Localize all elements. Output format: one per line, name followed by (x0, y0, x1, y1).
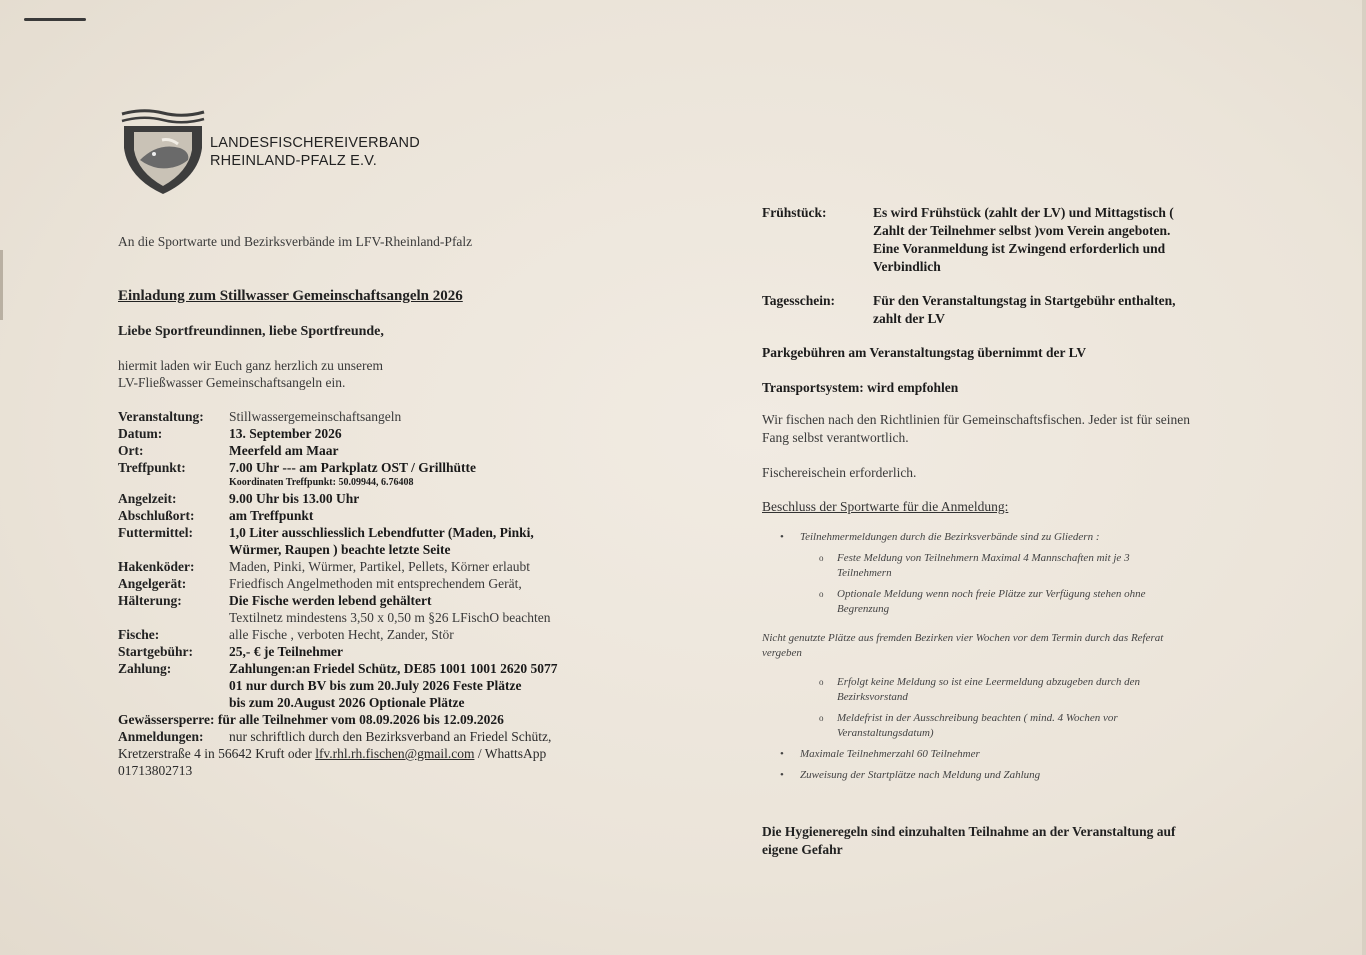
fruehstueck-line3: Eine Voranmeldung ist Zwingend erforderlich und (873, 241, 1166, 256)
info-value: Die Fische werden lebend gehältert (229, 593, 432, 608)
info-value: Friedfisch Angelmethoden mit entsprechendem Gerät, (229, 576, 522, 591)
association-crest-logo (118, 108, 208, 196)
paper-edge (1362, 0, 1366, 955)
info-row-gewaessersperre: Gewässersperre: für alle Teilnehmer vom 08.09.2026 bis 12.09.2026 (118, 712, 504, 727)
org-name-line1: LANDESFISCHEREIVERBAND (210, 135, 420, 151)
info-row-ort (118, 442, 558, 459)
info-label: Treffpunkt: (118, 460, 186, 475)
treffpunkt-coordinates: Koordinaten Treffpunkt: 50.09944, 6.76408 (229, 477, 414, 488)
intro-line1: hiermit laden wir Euch ganz herzlich zu unserem (118, 358, 384, 373)
info-label: Veranstaltung: (118, 409, 204, 424)
subitem-line2: Begrenzung (837, 603, 890, 615)
info-label: Startgebühr: (118, 644, 193, 659)
list-subitem (780, 675, 1140, 705)
info-row-hakenkoeder (118, 558, 558, 575)
info-value: 25,- € je Teilnehmer (229, 644, 343, 659)
anmeldung-rules-list (780, 530, 1145, 617)
address-text: Kretzerstraße 4 in 56642 Kruft oder (118, 746, 316, 761)
anmeldungen-address-line (118, 745, 558, 762)
info-value: Textilnetz mindestens 3,50 x 0,50 m §26 LFischO beachten (229, 610, 551, 625)
richtlinien-paragraph (762, 411, 1252, 447)
hygiene-notice (762, 823, 1252, 859)
list-subitem (780, 551, 1145, 581)
info-value: Meerfeld am Maar (229, 443, 339, 458)
parkgebuehren: Parkgebühren am Veranstaltungstag übernimmt der LV (762, 345, 1087, 360)
email-link[interactable]: lfv.rhl.rh.fischen@gmail.com (315, 746, 475, 761)
document-title: Einladung zum Stillwasser Gemeinschaftsangeln 2026 (118, 288, 463, 304)
info-value: alle Fische , verboten Hecht, Zander, Stör (229, 627, 454, 642)
subitem-line1: o Meldefrist in der Ausschreibung beachten ( mind. 4 Wochen vor (837, 712, 1118, 724)
info-value: 7.00 Uhr --- am Parkplatz OST / Grillhütte (229, 460, 476, 475)
paper-edge-shadow (0, 250, 3, 320)
info-row-zahlung (118, 660, 558, 711)
note-line2: vergeben (762, 647, 802, 659)
tagesschein-line1: Für den Veranstaltungstag in Startgebühr enthalten, (873, 293, 1176, 308)
info-value: bis zum 20.August 2026 Optionale Plätze (229, 695, 465, 710)
transportsystem: Transportsystem: wird empfohlen (762, 380, 959, 395)
fruehstueck-line4: Verbindlich (873, 259, 941, 274)
info-label: Ort: (118, 443, 144, 458)
subitem-line2: Teilnehmern (837, 567, 892, 579)
event-info-list (118, 408, 558, 779)
info-row-datum (118, 425, 558, 442)
list-subitem (780, 711, 1140, 741)
info-label: Datum: (118, 426, 163, 441)
intro-line2: LV-Fließwasser Gemeinschaftsangeln ein. (118, 375, 346, 390)
info-row-futtermittel (118, 524, 558, 558)
subitem-line2: Veranstaltungsdatum) (837, 727, 934, 739)
organization-name (210, 134, 420, 170)
subitem-line1: o Feste Meldung von Teilnehmern Maximal 4 Mannschaften mit je 3 (837, 552, 1130, 564)
intro-paragraph (118, 357, 383, 391)
pen-mark (24, 18, 86, 21)
info-value: 1,0 Liter ausschliesslich Lebendfutter (Maden, Pinki, (229, 525, 534, 540)
info-row-anmeldungen (118, 728, 558, 745)
beschluss-heading: Beschluss der Sportwarte für die Anmeldung: (762, 499, 1009, 514)
tagesschein-block (762, 292, 1252, 328)
info-label: Hälterung: (118, 593, 182, 608)
tagesschein-label: Tagesschein: (762, 293, 836, 308)
info-row-fische (118, 626, 558, 643)
info-label: Zahlung: (118, 661, 172, 676)
meldung-rules-list (780, 675, 1140, 783)
list-item: • Zuweisung der Startplätze nach Meldung und Zahlung (780, 768, 1140, 783)
info-row-angelzeit (118, 490, 558, 507)
info-label: Futtermittel: (118, 525, 193, 540)
info-row-haelterung (118, 592, 558, 626)
info-label: Hakenköder: (118, 559, 195, 574)
richtlinien-line1: Wir fischen nach den Richtlinien für Gemeinschaftsfischen. Jeder ist für seinen (762, 412, 1190, 427)
greeting: Liebe Sportfreundinnen, liebe Sportfreunde, (118, 324, 384, 339)
list-subitem (780, 587, 1145, 617)
fruehstueck-line2: Zahlt der Teilnehmer selbst )vom Verein angeboten. (873, 223, 1171, 238)
nicht-genutzte-note (762, 631, 1252, 661)
info-label: Angelzeit: (118, 491, 177, 506)
list-item: • Maximale Teilnehmerzahl 60 Teilnehmer (780, 747, 1140, 762)
info-value: am Treffpunkt (229, 508, 314, 523)
fruehstueck-label: Frühstück: (762, 205, 827, 220)
info-label: Anmeldungen: (118, 729, 204, 744)
info-label: Abschlußort: (118, 508, 195, 523)
info-row-angelgeraet (118, 575, 558, 592)
subitem-line2: Bezirksvorstand (837, 691, 908, 703)
hygiene-line1: Die Hygieneregeln sind einzuhalten Teilnahme an der Veranstaltung auf (762, 824, 1176, 839)
info-label: Fische: (118, 627, 160, 642)
richtlinien-line2: Fang selbst verantwortlich. (762, 430, 909, 445)
note-line1: Nicht genutzte Plätze aus fremden Bezirken vier Wochen vor dem Termin durch das Referat (762, 632, 1164, 644)
info-row-abschlussort (118, 507, 558, 524)
info-value: 01 nur durch BV bis zum 20.July 2026 Feste Plätze (229, 678, 522, 693)
fruehstueck-line1: Es wird Frühstück (zahlt der LV) und Mittagstisch ( (873, 205, 1174, 220)
info-row-startgebuehr (118, 643, 558, 660)
whatsapp-text: / WhattsApp (474, 746, 547, 761)
phone-number: 01713802713 (118, 763, 193, 778)
info-value: Zahlungen:an Friedel Schütz, DE85 1001 1001 2620 5077 (229, 661, 558, 676)
info-value: Maden, Pinki, Würmer, Partikel, Pellets, Körner erlaubt (229, 559, 531, 574)
info-row-veranstaltung (118, 408, 558, 425)
list-item: • Teilnehmermeldungen durch die Bezirksverbände sind zu Gliedern : (780, 530, 1145, 545)
info-value: nur schriftlich durch den Bezirksverband an Friedel Schütz, (229, 729, 552, 744)
subitem-line1: o Erfolgt keine Meldung so ist eine Leermeldung abzugeben durch den (837, 676, 1140, 688)
tagesschein-line2: zahlt der LV (873, 311, 946, 326)
fischereischein: Fischereischein erforderlich. (762, 465, 917, 480)
addressee: An die Sportwarte und Bezirksverbände im LFV-Rheinland-Pfalz (118, 234, 473, 249)
fruehstueck-block (762, 204, 1252, 276)
hygiene-line2: eigene Gefahr (762, 842, 843, 857)
info-value: 9.00 Uhr bis 13.00 Uhr (229, 491, 360, 506)
org-name-line2: RHEINLAND-PFALZ E.V. (210, 153, 378, 169)
info-value: Stillwassergemeinschaftsangeln (229, 409, 402, 424)
info-value: 13. September 2026 (229, 426, 342, 441)
info-row-treffpunkt (118, 459, 558, 490)
info-value: Würmer, Raupen ) beachte letzte Seite (229, 542, 451, 557)
info-label: Angelgerät: (118, 576, 187, 591)
subitem-line1: o Optionale Meldung wenn noch freie Plätze zur Verfügung stehen ohne (837, 588, 1146, 600)
